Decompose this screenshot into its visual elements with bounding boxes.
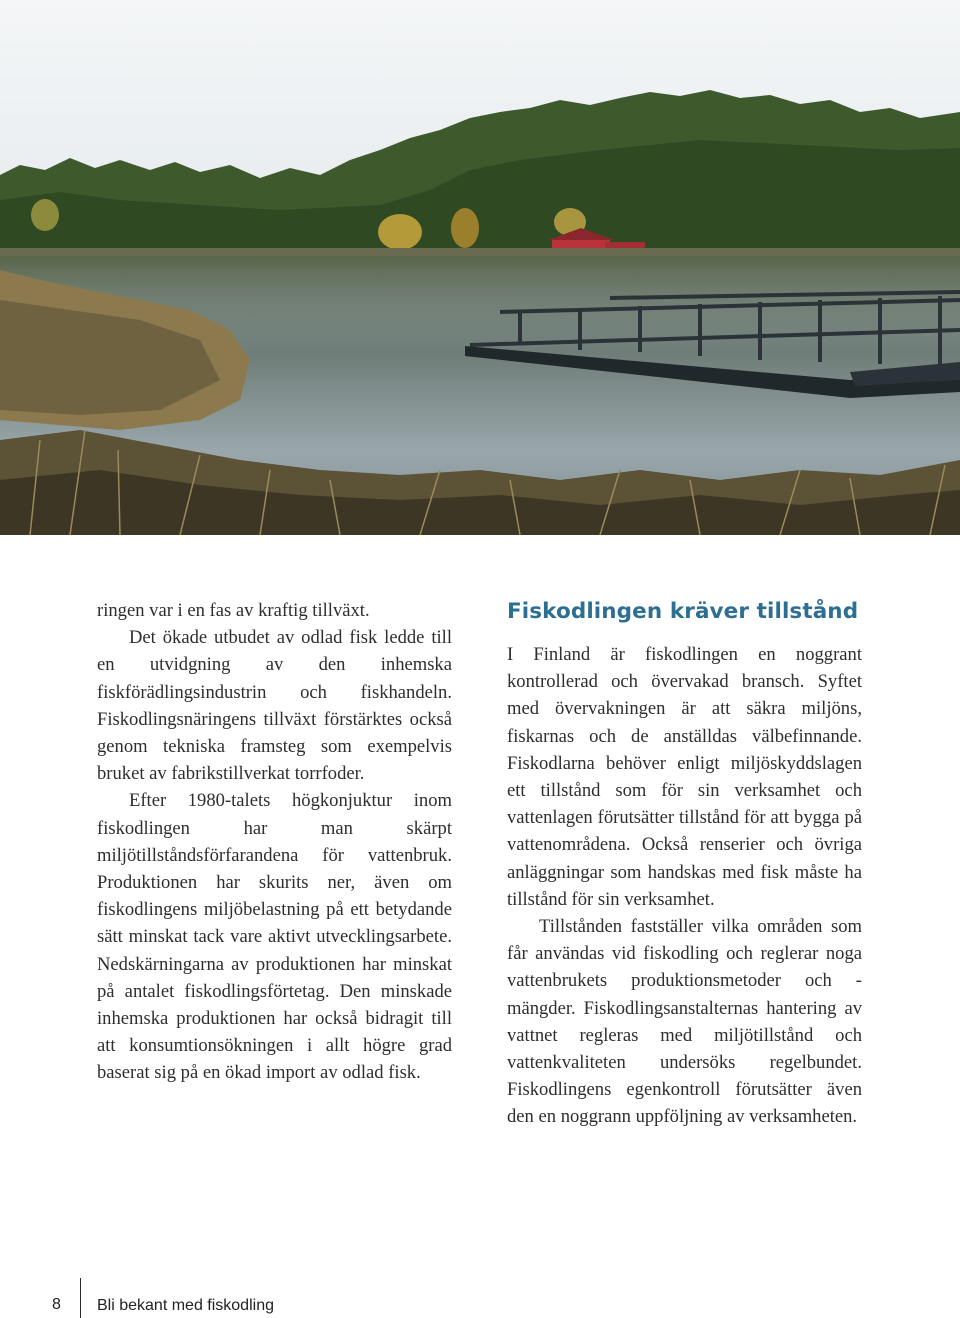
page-number: 8 (52, 1296, 61, 1313)
right-column (507, 597, 862, 1131)
left-paragraph-1: ringen var i en fas av kraftig tillväxt. (97, 600, 370, 621)
footer-title: Bli bekant med fiskodling (97, 1297, 274, 1314)
lake-photo (0, 0, 960, 535)
right-paragraph-2: Tillstånden fastställer vilka områden som får användas vid fiskodling och reglerar noga vattenbrukets produktionsmetoder och -mängder. Fiskodlingsanstalternas hantering av vattnet regleras med miljötillstånd och vattenkvaliteten undersöks regelbundet. Fiskodlingens egenkontroll förutsätter även den en noggrann uppföljning av verksamheten. (507, 916, 862, 1128)
footer-divider (80, 1278, 81, 1318)
section-heading: Fiskodlingen kräver tillstånd (507, 599, 859, 624)
right-paragraph-1: I Finland är fiskodlingen en noggrant kontrollerad och övervakad bransch. Syftet med övervakningen är att säkra miljöns, fiskarnas och de anställdas välbefinnande. Fiskodlarna behöver enligt miljöskyddslagen ett tillstånd som för sin verksamhet och vattenlagen förutsätter tillstånd för att bygga på vattenområdena. Också renserier och övriga anläggningar som handskas med fisk måste ha tillstånd för sin verksamhet. (507, 644, 862, 910)
left-column (97, 597, 452, 1087)
left-paragraph-2: Det ökade utbudet av odlad fisk ledde till en utvidgning av den inhemska fiskförädlingsindustrin och fiskhandeln. Fiskodlingsnäringens tillväxt förstärktes också genom tekniska framsteg som exempelvis bruket av fabrikstillverkat torrfoder. (97, 627, 452, 785)
left-paragraph-3: Efter 1980-talets högkonjuktur inom fiskodlingen har man skärpt miljötillståndsförfarandena för vattenbruk. Produktionen har skurits ner, även om fiskodlingens miljöbelastning på ett betydande sätt minskat tack vare aktivt utvecklingsarbete. Nedskärningarna av produktionen har minskat på antalet fiskodlingsförtetag. Den minskade inhemska produktionen har också bidragit till att konsumtionsökningen i allt högre grad baserat sig på en ökad import av odlad fisk. (97, 790, 452, 1084)
